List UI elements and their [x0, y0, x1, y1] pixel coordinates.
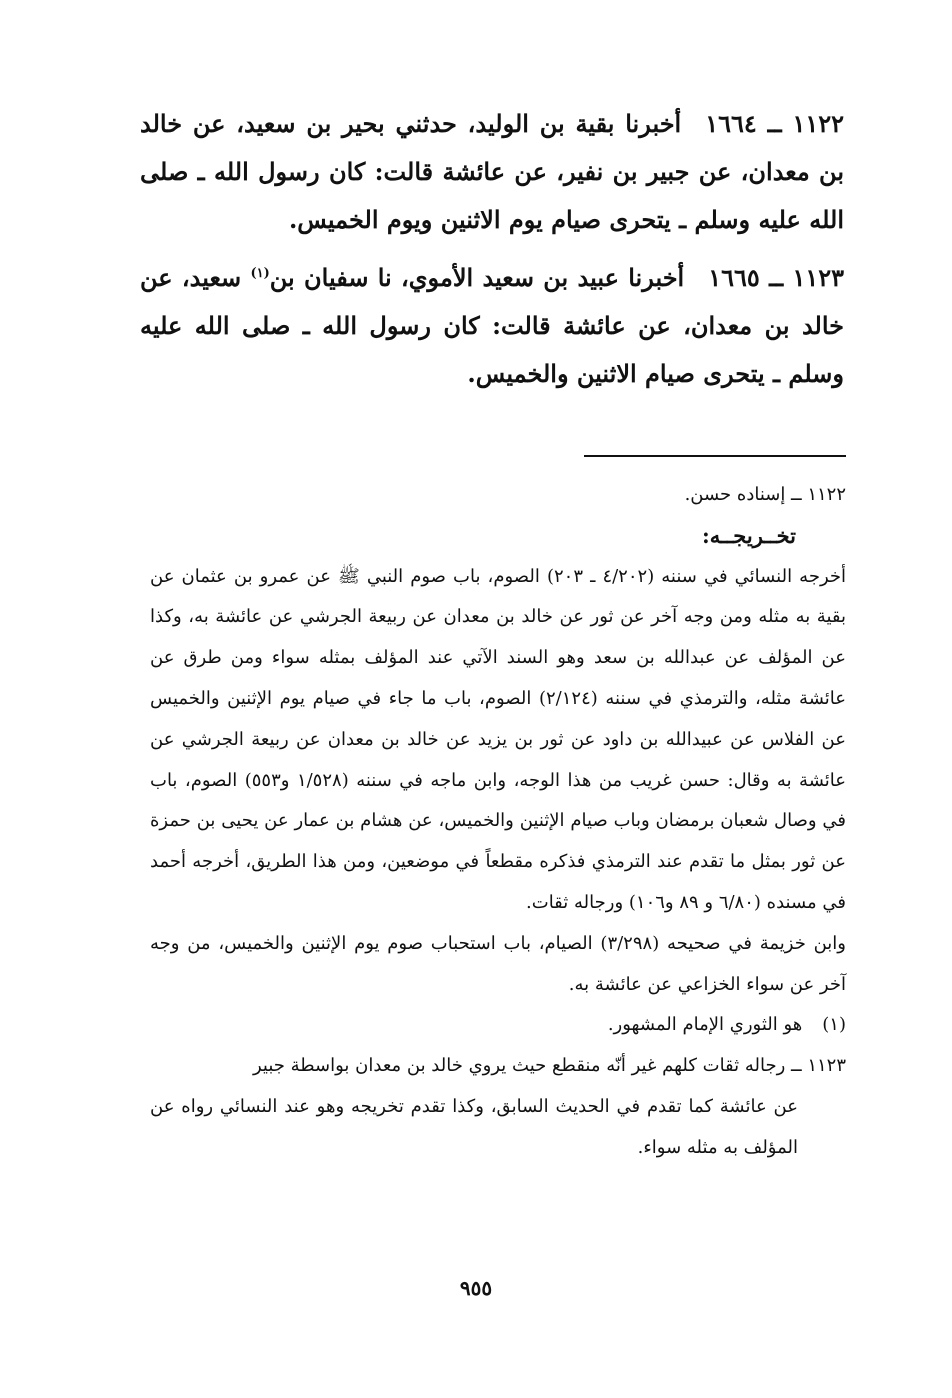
footnote-1	[150, 1005, 846, 1046]
hadith-text: أخبرنا بقية بن الوليد، حدثني بحير بن سعيد، عن خالد بن معدان، عن جبير بن نفير، عن عائشة قالت: كان رسول الله ـ صلى الله عليه وسلم ـ يتحرى صيام يوم الاثنين ويوم الخميس.	[140, 109, 845, 234]
hadith-text: سعيد، عن خالد بن معدان، عن عائشة قالت: كان رسول الله ـ صلى الله عليه وسلم ـ يتحرى صيام الاثنين والخميس.	[140, 263, 844, 388]
footnote-ref: (١)	[250, 266, 270, 281]
takhrij-label: تخــريجــه:	[701, 522, 796, 548]
footnote-text: هو الثوري الإمام المشهور.	[607, 1014, 803, 1036]
note-1123-text: عن عائشة كما تقدم في الحديث السابق، وكذا تقدم تخريجه وهو عند النسائي رواه عن المؤلف به مثله سواء.	[150, 1095, 798, 1158]
footnote-mark: (١)	[822, 1014, 846, 1036]
hadith-text: أخبرنا عبيد بن سعيد الأموي، نا سفيان بن	[269, 263, 685, 292]
note-1122-takhrij: أخرجه النسائي في سننه (٤/٢٠٢ ـ ٢٠٣) الصوم، باب صوم النبي ﷺ عن عمرو بن عثمان عن بقية به مثله ومن وجه آخر عن ثور عن خالد بن معدان عن ربيعة الجرشي عن عائشة به، وكذا عن المؤلف عن عبدالله بن سعد وهو السند الآتي عند المؤلف بمثله سواء ومن طرق عن عائشة مثله، والترمذي في سننه (٢/١٢٤) الصوم، باب ما جاء في صيام يوم الإثنين والخميس عن الفلاس عن عبيدالله بن داود عن ثور بن يزيد عن خالد بن معدان عن ربيعة الجرشي عن عائشة به وقال: حسن غريب من هذا الوجه، وابن ماجه في سننه (١/٥٢٨ و٥٥٣) الصوم، باب في وصال شعبان برمضان وباب صيام الإثنين والخميس، عن هشام بن عمار عن يحيى بن حمزة عن ثور بمثل ما تقدم عند الترمذي فذكره مقطعاً في موضعين، ومن هذا الطريق، أخرجه أحمد في مسنده (٦/٨٠ و ٨٩ و١٠٦) ورجاله ثقات.	[150, 565, 847, 913]
note-1123-heading: ١١٢٣ ــ رجاله ثقات كلهم غير أنّه منقطع حيث يروي خالد بن معدان بواسطة جبير	[252, 1055, 846, 1077]
hadith-1122	[140, 100, 844, 244]
main-text	[140, 100, 844, 404]
hadith-number: ١١٢٣ ــ ١٦٦٥	[708, 263, 845, 292]
page-number: ٩٥٥	[459, 1276, 493, 1300]
hadith-1123	[140, 250, 844, 398]
note-1122-takhrij-cont: وابن خزيمة في صحيحه (٣/٢٩٨) الصيام، باب استحباب صوم يوم الإثنين والخميس، من وجه آخر عن سواء الخزاعي عن عائشة به.	[150, 932, 846, 995]
note-1122-heading: ١١٢٢ ــ إسناده حسن.	[684, 484, 846, 505]
commentary	[150, 475, 846, 1169]
hadith-number: ١١٢٢ ــ ١٦٦٤	[705, 109, 844, 138]
footnote-separator	[584, 455, 846, 457]
